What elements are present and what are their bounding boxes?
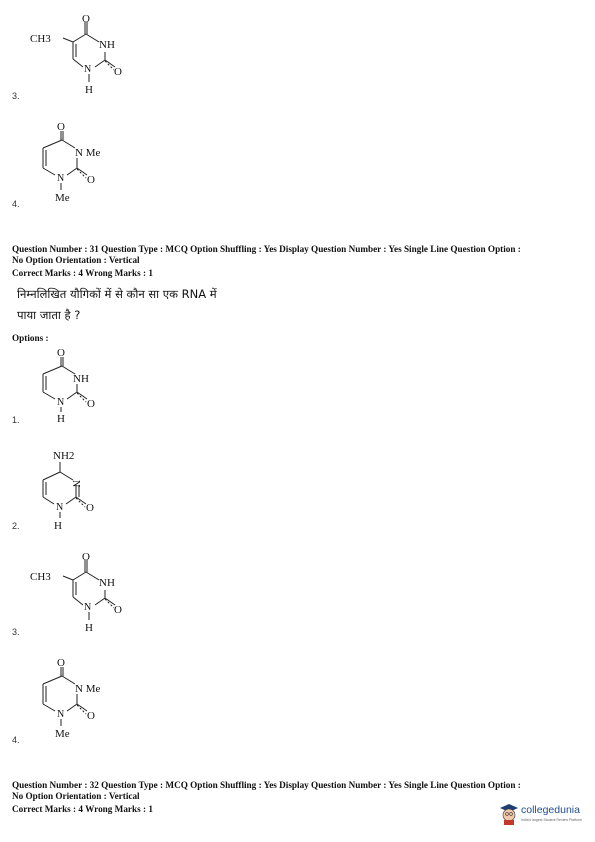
- substituent-label: CH3: [30, 571, 51, 583]
- option-number: 2.: [12, 521, 20, 531]
- substituent-label: CH3: [30, 33, 51, 45]
- nh2-label: NH2: [53, 450, 75, 462]
- svg-text:O: O: [114, 66, 122, 78]
- svg-text:O: O: [87, 710, 95, 722]
- question-text-line2: पाया जाता है ?: [17, 308, 81, 322]
- graduate-mascot-icon: [499, 803, 519, 825]
- h-label: H: [85, 622, 93, 634]
- marks-line: Correct Marks : 4 Wrong Marks : 1: [12, 804, 153, 814]
- n-label: N: [57, 709, 65, 720]
- svg-text:O: O: [82, 13, 90, 25]
- marks-line: Correct Marks : 4 Wrong Marks : 1: [12, 268, 153, 278]
- structure-cytosine[interactable]: [28, 445, 128, 535]
- svg-text:O: O: [82, 551, 90, 563]
- n-label: N: [57, 397, 65, 408]
- svg-text:O: O: [86, 502, 94, 514]
- h-label: H: [85, 84, 93, 96]
- nme-label: N Me: [75, 147, 101, 159]
- nh-label: NH: [99, 577, 115, 589]
- question-header: Question Number : 32 Question Type : MCQ Option Shuffling : Yes Display Question Number : Yes Single Line Question Option :: [12, 780, 521, 790]
- option-number: 3.: [12, 91, 20, 101]
- n-label: N: [84, 64, 92, 75]
- structure-thymine-top: [25, 12, 135, 102]
- svg-text:O: O: [57, 657, 65, 669]
- brand-name: collegedunia: [521, 804, 580, 816]
- n-label: N: [56, 502, 64, 513]
- nh-label: NH: [73, 373, 89, 385]
- option-number: 4.: [12, 735, 20, 745]
- structure-thymine[interactable]: [25, 550, 135, 640]
- structure-dimethyluracil[interactable]: [35, 654, 135, 744]
- svg-text:N: N: [70, 480, 81, 488]
- me-label: Me: [55, 728, 70, 740]
- h-label: H: [54, 520, 62, 532]
- nme-label: N Me: [75, 683, 101, 695]
- collegedunia-logo[interactable]: [497, 801, 595, 831]
- option-number: 1.: [12, 415, 20, 425]
- n-label: N: [57, 173, 65, 184]
- question-header-cont: No Option Orientation : Vertical: [12, 255, 140, 265]
- svg-text:O: O: [114, 604, 122, 616]
- h-label: H: [57, 413, 65, 425]
- structure-dimethyluracil-top: [35, 118, 135, 208]
- svg-text:O: O: [87, 398, 95, 410]
- svg-text:O: O: [57, 121, 65, 133]
- question-text-line1: निम्नलिखित यौगिकों में से कौन सा एक RNA में: [17, 287, 217, 301]
- svg-text:O: O: [87, 174, 95, 186]
- nh-label: NH: [99, 39, 115, 51]
- n-label: N: [84, 602, 92, 613]
- svg-text:O: O: [57, 347, 65, 359]
- brand-tagline: India's largest Student Review Platform: [521, 818, 582, 822]
- question-header: Question Number : 31 Question Type : MCQ Option Shuffling : Yes Display Question Number : Yes Single Line Question Option :: [12, 244, 521, 254]
- options-label: Options :: [12, 333, 49, 343]
- option-number: 3.: [12, 627, 20, 637]
- structure-uracil[interactable]: [35, 346, 135, 426]
- me-label: Me: [55, 192, 70, 204]
- option-number: 4.: [12, 199, 20, 209]
- question-header-cont: No Option Orientation : Vertical: [12, 791, 140, 801]
